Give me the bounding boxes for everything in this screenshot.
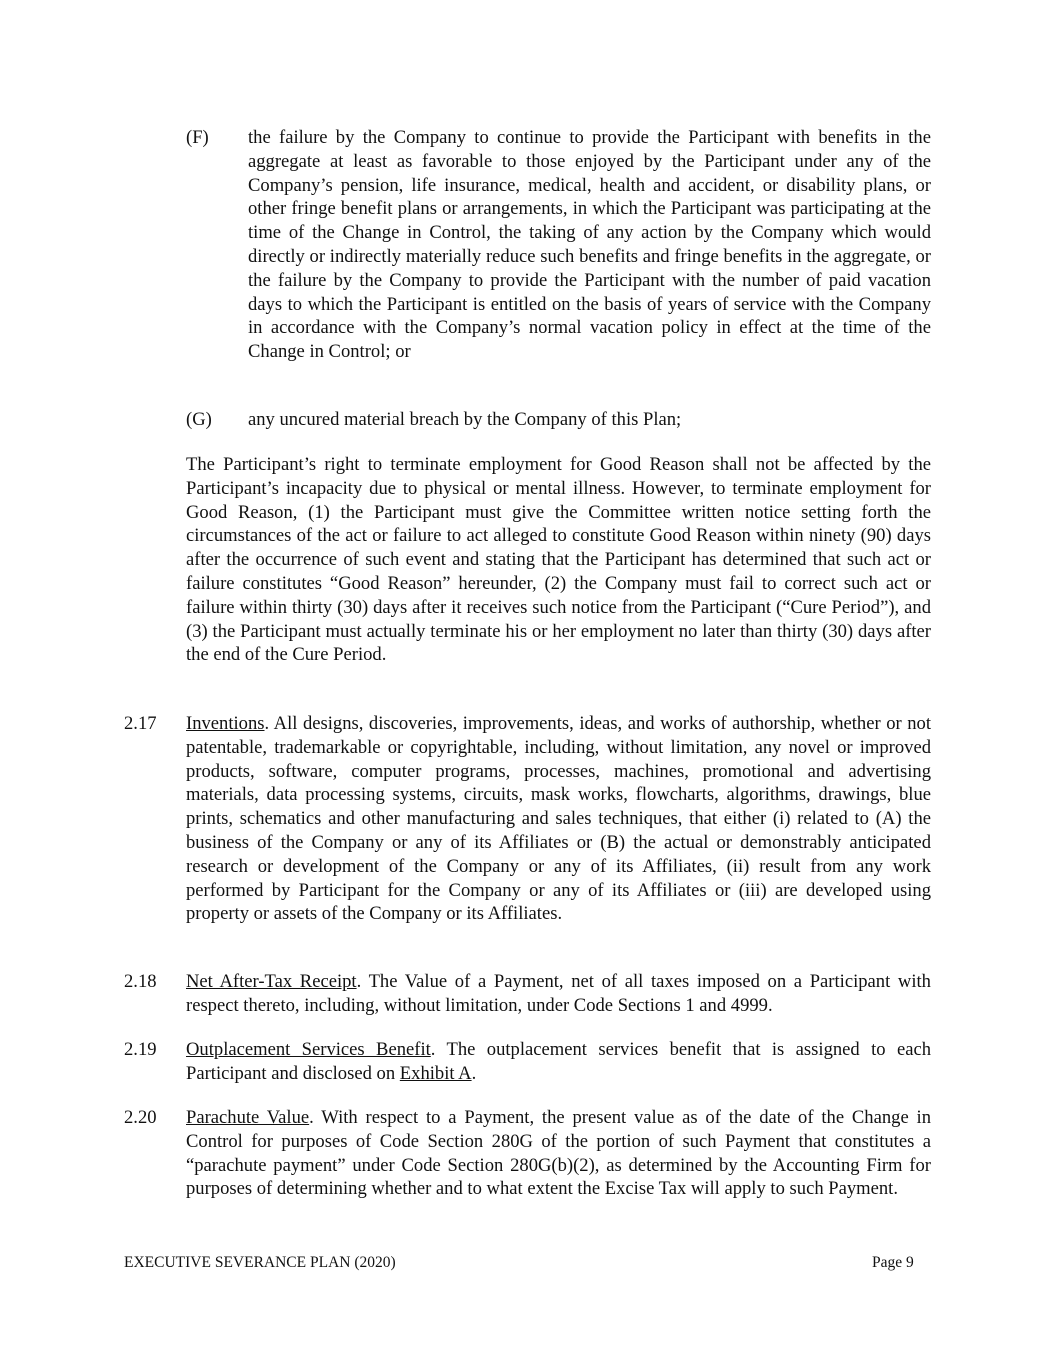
section-body: . The outplacement services benefit that is assigned to each Participant and disclosed on (186, 1039, 932, 1084)
section-term: Parachute Value (186, 1107, 310, 1128)
item-f-text: the failure by the Company to continue to provide the Participant with benefits in the aggregate at least as favorable to those enjoyed by the Participant under any of the Company’s pension, life insurance, medical, health and accident, or disability plans, or other fringe benefit plans or arrangements, in which the Participant was participating at the time of the Change in Control, the taking of any action by the Company which would directly or indirectly materially reduce such benefits and fringe benefits in the aggregate, or the failure by the Company to provide the Participant with the number of paid vacation days to which the Participant is entitled on the basis of years of service with the Company in accordance with the Company’s normal vacation policy in effect at the time of the Change in Control; or (248, 127, 931, 363)
item-g-text: any uncured material breach by the Company of this Plan; (248, 409, 682, 430)
section-body-end: . (471, 1062, 477, 1084)
item-f-label: (F) (186, 127, 209, 148)
section-2-18-text (186, 970, 931, 1018)
section-number: 2.20 (124, 1107, 157, 1128)
section-number: 2.17 (124, 713, 157, 734)
section-term: Inventions (186, 713, 265, 734)
exhibit-a-link[interactable]: Exhibit A (399, 1062, 472, 1084)
good-reason-paragraph: The Participant’s right to terminate employment for Good Reason shall not be affected by the Participant’s incapacity due to physical or mental illness. However, to terminate employment for Good Reason, (1) the Participant must give the Committee written notice setting forth the circumstances of the act or failure to act alleged to constitute Good Reason within ninety (90) days after the occurrence of such event and stating that the Participant has determined that such act or failure constitutes “Good Reason” hereunder, (2) the Company must fail to correct such act or failure within thirty (30) days after it receives such notice from the Participant (“Cure Period”), and (3) the Participant must actually terminate his or her employment no later than thirty (30) days after the end of the Cure Period. (186, 454, 931, 666)
section-number: 2.18 (124, 971, 157, 992)
item-g-label: (G) (186, 409, 212, 430)
page-number: Page 9 (872, 1254, 914, 1271)
section-2-19-text (186, 1038, 931, 1086)
footer-title: EXECUTIVE SEVERANCE PLAN (2020) (124, 1254, 396, 1271)
section-number: 2.19 (124, 1039, 157, 1060)
section-2-17-text (186, 712, 931, 926)
section-2-20-text (186, 1106, 931, 1201)
section-term: Outplacement Services Benefit (186, 1039, 431, 1060)
section-term: Net After-Tax Receipt (186, 971, 357, 992)
section-body: . All designs, discoveries, improvements, ideas, and works of authorship, whether or not patentable, trademarkable or copyrightable, including, without limitation, any novel or improved products, software, computer programs, processes, machines, promotional and advertising materials, data processing systems, circuits, mask works, flowcharts, algorithms, drawings, blue prints, schematics and other manufacturing and sales techniques, that either (i) related to (A) the business of the Company or any of its Affiliates or (B) the actual or demonstrably anticipated research or development of the Company or any of its Affiliates, (ii) result from any work performed by Participant for the Company or any of its Affiliates or (iii) are developed using property or assets of the Company or its Affiliates. (186, 713, 931, 925)
section-body: . The Value of a Payment, net of all taxes imposed on a Participant with respect thereto, including, without limitation, under Code Sections 1 and 4999. (186, 971, 931, 1016)
section-body: . With respect to a Payment, the present value as of the date of the Change in Control for purposes of Code Section 280G of the portion of such Payment that constitutes a “parachute payment” under Code Section 280G(b)(2), as determined by the Accounting Firm for purposes of determining whether and to what extent the Excise Tax will apply to such Payment. (186, 1107, 931, 1200)
